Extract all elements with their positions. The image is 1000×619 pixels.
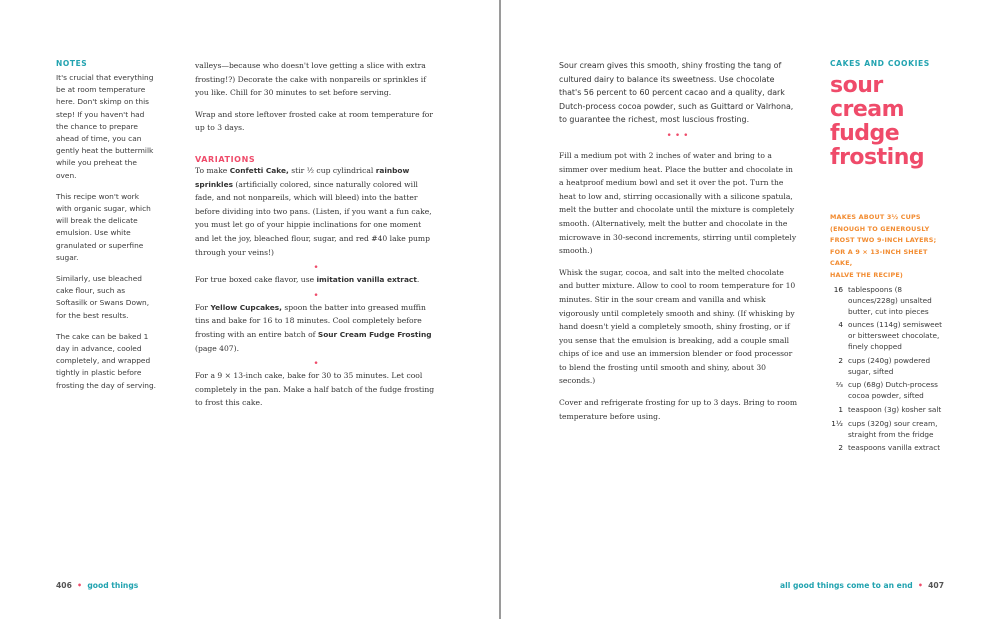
variation-cupcakes bbox=[195, 301, 437, 355]
page-number: 407 bbox=[928, 581, 944, 590]
variation-confetti-cake bbox=[195, 164, 437, 259]
notes-column bbox=[56, 59, 156, 401]
bold-term: rainbow sprinkles bbox=[195, 165, 410, 189]
text-run: . bbox=[416, 275, 420, 285]
yield-line: MAKES ABOUT 3½ CUPS bbox=[830, 213, 921, 221]
left-page bbox=[0, 0, 499, 619]
text-run: For true boxed cake flavor, use bbox=[195, 275, 317, 285]
method-step: Fill a medium pot with 2 inches of water and bring to a simmer over medium heat. Place the butter and chocolate in a heatproof medium bowl and set it over the pot. Turn the heat to low and, stirring occasionally with a silicone spatula, melt the butter and chocolate until the mixture is completely smooth. (Alternatively, melt the butter and chocolate in the microwave in 30-second increments, stirring until completely smooth.) bbox=[559, 150, 797, 256]
footer-dot: • bbox=[74, 581, 85, 590]
note-item: It's crucial that everything be at room temperature here. Don't skimp on this step! If you haven't had the chance to prepare ahead of time, you can gently heat the buttermilk while you preheat the oven. bbox=[56, 73, 154, 180]
ingredient-qty: 16 bbox=[833, 285, 843, 294]
ingredient-item bbox=[830, 419, 945, 441]
text-run: (artificially colored, since naturally colored will fade, and not nonpareils, which will bleed) into the batter before dividing into two pans. (Listen, if you want a fun cake, you must let go of your hippie inclinations for one moment and let the joy, bleached flour, sugar, and red #40 lake pump through your veins!) bbox=[195, 179, 432, 257]
body-paragraph: valleys—because who doesn't love getting a slice with extra frosting!?) Decorate the cake with nonpareils or sprinkles if you like. Chill for 30 minutes to set before serving. bbox=[195, 61, 427, 98]
section-divider-dot: • bbox=[313, 263, 319, 274]
body-paragraph: Wrap and store leftover frosted cake at room temperature for up to 3 days. bbox=[195, 109, 433, 133]
bold-term: Confetti Cake, bbox=[229, 165, 289, 175]
note-item: Similarly, use bleached cake flour, such as Softasilk or Swans Down, for the best results. bbox=[56, 274, 150, 320]
ingredient-item bbox=[830, 443, 945, 454]
ingredient-text: cups (320g) sour cream, straight from the fridge bbox=[848, 418, 938, 439]
page-number: 406 bbox=[56, 581, 72, 590]
running-title: good things bbox=[87, 581, 139, 590]
note-item: This recipe won't work with organic sugar, which will break the delicate emulsion. Use white granulated or superfine sugar. bbox=[56, 191, 151, 262]
recipe-yield bbox=[830, 212, 945, 281]
yield-line: HALVE THE RECIPE) bbox=[830, 270, 904, 279]
note-item: The cake can be baked 1 day in advance, cooled completely, and wrapped tightly in plastic before frosting the day of serving. bbox=[56, 331, 157, 390]
ingredient-text: teaspoons vanilla extract bbox=[848, 443, 941, 453]
ingredient-qty: ⅔ bbox=[835, 380, 843, 390]
ingredient-item bbox=[830, 320, 945, 352]
bold-term: imitation vanilla extract bbox=[316, 275, 417, 285]
section-divider-dot: • bbox=[313, 359, 319, 370]
ingredient-item bbox=[830, 380, 945, 402]
recipe-sidebar bbox=[830, 59, 945, 457]
text-run: For bbox=[195, 302, 211, 312]
footer-dot: • bbox=[915, 581, 926, 590]
ingredient-text: tablespoons (8 ounces/228g) unsalted butter, cut into pieces bbox=[848, 285, 932, 316]
running-title: all good things come to an end bbox=[780, 581, 913, 590]
recipe-intro: Sour cream gives this smooth, shiny frosting the tang of cultured dairy to balance its sweetness. Use chocolate that's 56 percent to 60 percent cacao and a quality, dark Dutch-process cocoa powder, such as Guittard or Valrhona, to guarantee the richest, most luscious frosting. bbox=[559, 61, 794, 125]
text-run: To make bbox=[195, 165, 230, 175]
variation-vanilla bbox=[195, 273, 437, 287]
notes-title: NOTES bbox=[56, 59, 88, 68]
text-run: stir ½ cup cylindrical bbox=[288, 165, 376, 175]
method-step: Cover and refrigerate frosting for up to 3 days. Bring to room temperature before using. bbox=[559, 398, 798, 421]
ingredient-qty: 2 bbox=[838, 443, 843, 453]
yield-line: (ENOUGH TO GENEROUSLY bbox=[830, 224, 930, 233]
right-footer bbox=[780, 581, 944, 590]
category-label: CAKES AND COOKIES bbox=[830, 59, 930, 68]
variation-sheet-cake: For a 9 × 13-inch cake, bake for 30 to 35 minutes. Let cool completely in the pan. Make a half batch of the fudge frosting to frost this cake. bbox=[195, 371, 435, 408]
left-footer bbox=[56, 581, 138, 590]
ingredient-item bbox=[830, 405, 945, 416]
left-body-column bbox=[195, 59, 437, 418]
yield-line: FROST TWO 9-INCH LAYERS; bbox=[830, 236, 937, 244]
yield-line: FOR A 9 × 13-INCH SHEET CAKE, bbox=[830, 247, 928, 267]
text-run: (page 407). bbox=[195, 343, 239, 353]
title-line: frosting bbox=[830, 145, 925, 170]
ingredient-text: cup (68g) Dutch-process cocoa powder, sifted bbox=[848, 380, 938, 401]
title-line: fudge bbox=[830, 121, 900, 146]
bold-term: Yellow Cupcakes, bbox=[210, 302, 282, 312]
ingredient-text: cups (240g) powdered sugar, sifted bbox=[848, 355, 931, 376]
section-divider-dot: • bbox=[313, 290, 319, 301]
cross-reference: Sour Cream Fudge Frosting bbox=[317, 329, 432, 339]
text-run: spoon the batter into greased muffin tins and bake for 16 to 18 minutes. Cool completely before frosting with an entire batch of bbox=[195, 302, 426, 339]
ingredient-text: teaspoon (3g) kosher salt bbox=[848, 404, 942, 414]
variations-heading: VARIATIONS bbox=[195, 154, 256, 164]
title-line: sour cream bbox=[830, 73, 905, 122]
ingredient-qty: 2 bbox=[838, 355, 843, 365]
right-body-column bbox=[559, 59, 799, 431]
method-step: Whisk the sugar, cocoa, and salt into the melted chocolate and butter mixture. Allow to cool to room temperature for 10 minutes. Stir in the sour cream and vanilla and whisk vigorously until completely smooth and shiny. (If whisking by hand doesn't yield a completely smooth, shiny frosting, or if you sense that the emulsion is breaking, add a couple small chips of ice and use an immersion blender or food processor to blend the frosting until smooth and shiny, about 30 seconds.) bbox=[559, 267, 796, 386]
ingredient-qty: 4 bbox=[838, 320, 843, 330]
ingredient-item bbox=[830, 356, 945, 378]
recipe-title bbox=[830, 74, 945, 170]
ingredient-text: ounces (114g) semisweet or bittersweet chocolate, finely chopped bbox=[848, 320, 942, 351]
ingredient-qty: 1 bbox=[838, 404, 843, 414]
ingredient-list bbox=[830, 285, 945, 454]
ingredient-item bbox=[830, 285, 945, 317]
section-divider-dots: ••• bbox=[666, 130, 692, 141]
ingredient-qty: 1½ bbox=[831, 418, 843, 428]
